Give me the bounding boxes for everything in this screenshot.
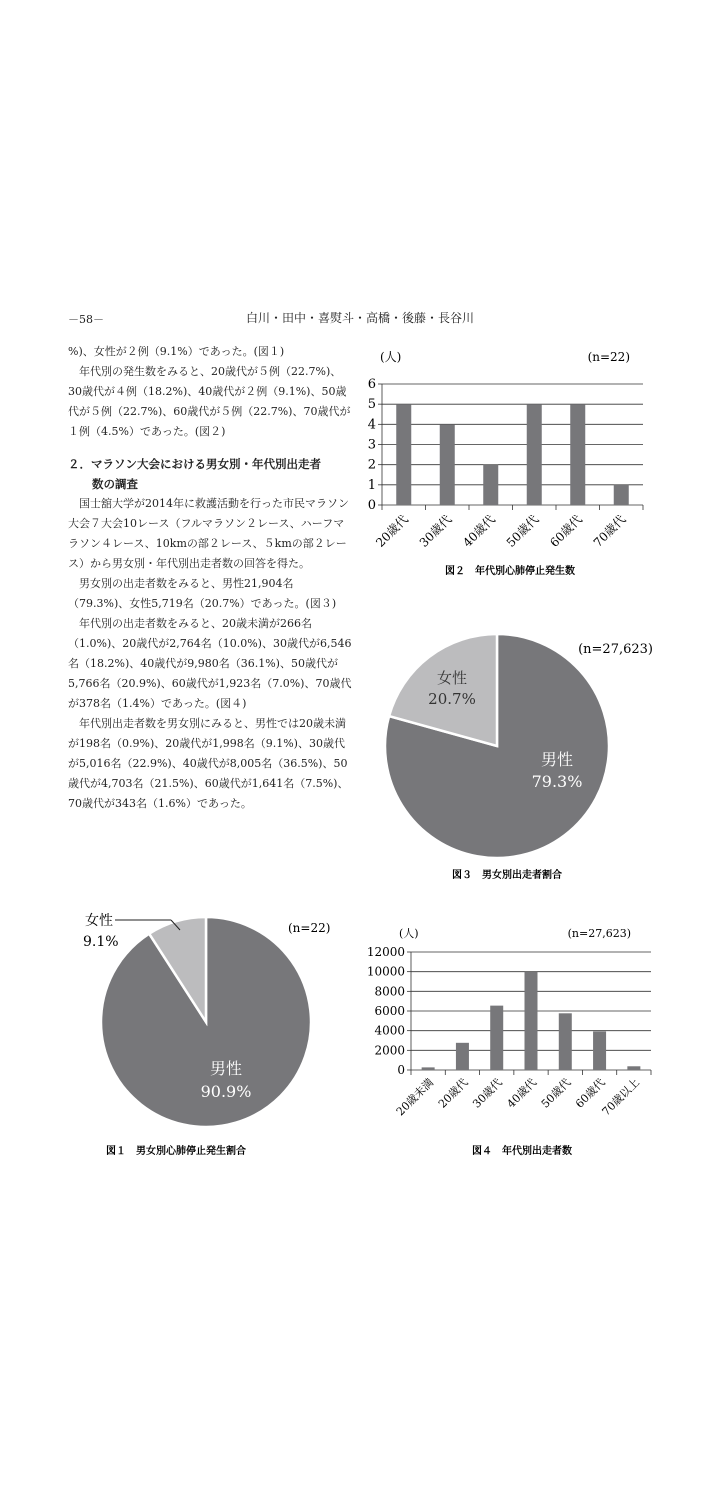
- bar: [614, 485, 629, 505]
- page-number: －58－: [68, 313, 104, 326]
- body-text-column: [68, 342, 353, 814]
- fig4-n-label: (n=27,623): [567, 927, 631, 940]
- fig3-female-name: 女性: [436, 669, 468, 687]
- section-heading-line1: ２．マラソン大会における男女別・年代別出走者: [68, 457, 321, 471]
- fig1-male-pct: 90.9%: [200, 1082, 252, 1101]
- paragraph-6: 年代別出走者数を男女別にみると、男性では20歳未満が198名（0.9%)、20歳代が1,998名（9.1%)、30歳代が5,016名（22.9%)、40歳代が8,005名（36.5%)、50歳代が4,703名（21.5%)、60歳代が1,641名（7.5%)、70歳代が343名（1.6%）であった。: [68, 717, 349, 810]
- bar: [396, 404, 411, 505]
- y-tick-label: 6000: [374, 1004, 405, 1018]
- y-tick-label: 2000: [374, 1043, 405, 1058]
- y-tick-label: 0: [397, 1063, 405, 1077]
- y-tick-label: 12000: [366, 945, 405, 959]
- x-tick-label: 50歳代: [503, 512, 542, 550]
- fig3-female-pct: 20.7%: [428, 690, 476, 708]
- paragraph-2: 年代別の発生数をみると、20歳代が５例（22.7%)、30歳代が４例（18.2%)、40歳代が２例（9.1%)、50歳代が５例（22.7%)、60歳代が５例（22.7%)、70歳代が１例（4.5%）であった。(図２): [68, 365, 351, 438]
- bar: [490, 1006, 503, 1070]
- y-tick-label: 0: [367, 498, 376, 513]
- y-tick-label: 4: [367, 417, 376, 433]
- fig1-caption: 図１ 男女別心肺停止発生割合: [106, 1146, 246, 1157]
- bar: [422, 1067, 435, 1070]
- fig2-ylabel: (人): [380, 350, 402, 364]
- fig2-n-label: (n=22): [587, 350, 630, 364]
- x-tick-label: 40歳代: [504, 1075, 540, 1111]
- y-tick-label: 2: [367, 457, 376, 473]
- paragraph-1: %)、女性が２例（9.1%）であった。(図１): [68, 345, 285, 358]
- section-heading-line2: 数の調査: [92, 477, 138, 491]
- running-head-authors: 白川・田中・喜熨斗・高橋・後藤・長谷川: [245, 311, 474, 325]
- fig3-male-pct: 79.3%: [531, 772, 583, 791]
- y-tick-label: 5: [367, 397, 376, 413]
- bar: [440, 424, 455, 505]
- figure-1-chart: [60, 908, 350, 1168]
- x-tick-label: 50歳代: [538, 1075, 574, 1111]
- fig3-caption: 図３ 男女別出走者割合: [452, 870, 562, 881]
- x-tick-label: 70歳以上: [599, 1075, 642, 1119]
- figure-2-chart: [360, 340, 660, 580]
- y-tick-label: 10000: [366, 964, 405, 979]
- bar: [527, 404, 542, 505]
- bar: [627, 1066, 640, 1070]
- bar: [525, 972, 538, 1070]
- y-tick-label: 8000: [374, 984, 405, 999]
- x-tick-label: 30歳代: [416, 512, 455, 550]
- x-tick-label: 20歳代: [435, 1075, 471, 1111]
- fig4-ylabel: (人): [399, 927, 419, 940]
- paragraph-3: 国士舘大学が2014年に救護活動を行った市民マラソン大会７大会10レース（フルマラソン２レース、ハーフマラソン４レース、10kmの部２レース、５kmの部２レース）から男女別・年代別出走者数の回答を得た。: [68, 497, 349, 570]
- fig1-female-name: 女性: [85, 913, 113, 929]
- figure-3-chart: [360, 628, 660, 888]
- section-heading: [68, 454, 353, 494]
- bar: [456, 1043, 469, 1070]
- figure-4-chart: [355, 920, 665, 1160]
- fig2-caption: 図２ 年代別心肺停止発生数: [445, 566, 575, 577]
- fig1-n-label: (n=22): [288, 921, 331, 935]
- fig1-female-pct: 9.1%: [83, 934, 119, 950]
- x-tick-label: 70歳代: [590, 512, 629, 550]
- bar: [559, 1013, 572, 1070]
- y-tick-label: 6: [367, 377, 376, 392]
- fig4-caption: 図４ 年代別出走者数: [472, 1146, 572, 1157]
- fig3-male-name: 男性: [540, 750, 574, 769]
- paragraph-4: 男女別の出走者数をみると、男性21,904名（79.3%)、女性5,719名（20.7%）であった。(図３): [68, 577, 337, 610]
- x-tick-label: 20歳代: [373, 512, 411, 550]
- x-tick-label: 30歳代: [470, 1075, 505, 1111]
- bar: [483, 465, 498, 505]
- x-tick-label: 20歳未満: [393, 1075, 437, 1119]
- fig3-n-label: (n=27,623): [578, 642, 653, 657]
- x-tick-label: 60歳代: [573, 1075, 608, 1111]
- bar: [593, 1031, 606, 1070]
- x-tick-label: 60歳代: [547, 512, 585, 550]
- y-tick-label: 4000: [374, 1023, 405, 1038]
- paragraph-5: 年代別の出走者数をみると、20歳未満が266名（1.0%)、20歳代が2,764名（10.0%)、30歳代が6,546名（18.2%)、40歳代が9,980名（36.1%)、50歳代が5,766名（20.9%)、60歳代が1,923名（7.0%)、70歳代が378名（1.4%）であった。(図４): [68, 617, 352, 710]
- bar: [570, 404, 585, 505]
- fig1-male-name: 男性: [209, 1059, 243, 1078]
- y-tick-label: 1: [367, 477, 376, 493]
- x-tick-label: 40歳代: [460, 512, 498, 550]
- y-tick-label: 3: [367, 437, 376, 453]
